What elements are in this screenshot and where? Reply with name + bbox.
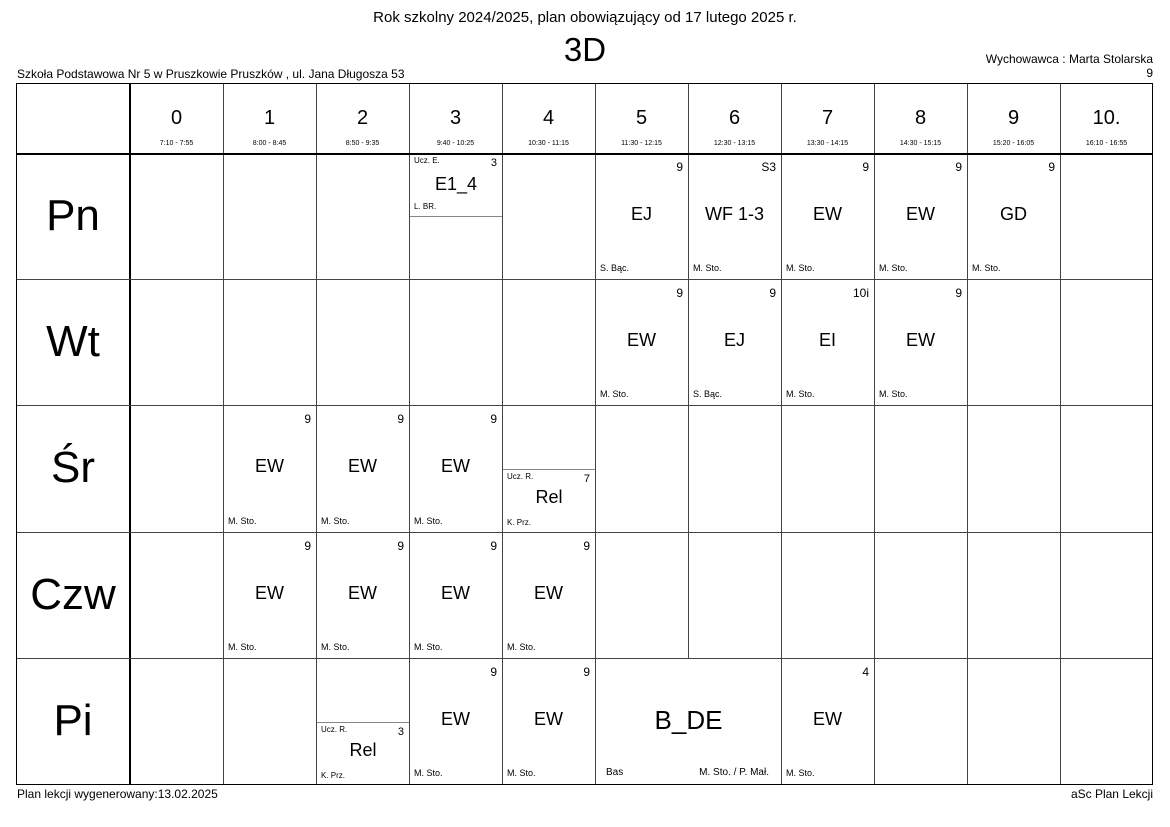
subject: EJ [630,204,652,224]
timetable-grid [16,83,1153,785]
lesson-mon-p7 [781,154,874,279]
room-number: 9 [676,160,683,174]
period-1: 1 [263,107,276,129]
lesson-mon-p6 [688,154,781,279]
period-3: 3 [449,107,462,129]
period-10: 10. [1092,107,1121,129]
lesson-wed-p3 [409,406,502,532]
room-number: 9 [955,286,962,300]
teacher: M. Sto. [414,642,443,652]
period-8-time: 14:30 - 15:15 [899,140,942,147]
lesson-wed-p4 [503,469,595,532]
teacher: K. Prz. [507,518,532,527]
room-number: 9 [304,412,311,426]
subject: EW [906,330,935,350]
period-2: 2 [356,107,369,129]
room-number: 9 [862,160,869,174]
lesson-mon-p5 [595,154,688,279]
period-4: 4 [542,107,555,129]
period-5: 5 [635,107,648,129]
teacher: M. Sto. [972,263,1001,273]
teacher: M. Sto. [879,389,908,399]
group-label: Ucz. R. [507,472,534,481]
subject: EW [348,456,377,476]
room-number: 4 [862,665,869,679]
subject: EW [906,204,935,224]
group-label: Bas [606,767,624,778]
lesson-fri-p2 [317,722,409,784]
teacher: M. Sto. [507,642,536,652]
lesson-tue-p5 [595,280,688,405]
period-4-time: 10:30 - 11:15 [528,140,569,147]
subject: Rel [349,740,377,760]
lesson-fri-p5-6 [596,659,781,784]
home-room: 9 [1146,66,1153,80]
period-9: 9 [1007,107,1020,129]
day-tuesday: Wt [46,317,100,366]
teacher: M. Sto. [507,768,536,778]
room-number: 3 [490,157,497,169]
subject: EI [818,330,836,350]
lesson-fri-p4 [502,659,595,784]
group-label: Ucz. E. [414,156,440,165]
subject: E1_4 [434,174,478,194]
lesson-mon-p3 [410,154,502,217]
subject: EW [813,709,842,729]
room-number: 9 [304,539,311,553]
subject: EW [627,330,656,350]
subject: EW [255,456,284,476]
room-number: S3 [761,160,776,174]
subject: EW [534,583,563,603]
room-number: 9 [490,665,497,679]
room-number: 9 [397,539,404,553]
subject: EW [348,583,377,603]
subject: EJ [723,330,745,350]
day-monday: Pn [46,191,100,240]
teacher: M. Sto. [786,389,815,399]
subject: EW [813,204,842,224]
group-label: Ucz. R. [321,725,348,734]
teacher: S. Bąc. [600,263,630,273]
room-number: 9 [769,286,776,300]
period-3-time: 9:40 - 10:25 [436,140,475,147]
period-8: 8 [914,107,927,129]
lesson-thu-p1 [223,533,316,658]
generated-date: Plan lekcji wygenerowany:13.02.2025 [17,787,218,801]
lesson-fri-p3 [409,659,502,784]
school-name: Szkoła Podstawowa Nr 5 w Pruszkowie Pruszków , ul. Jana Długosza 53 [17,67,405,81]
teacher: M. Sto. [414,768,443,778]
period-0-time: 7:10 - 7:55 [159,140,194,147]
lesson-mon-p8 [874,154,967,279]
subject: EW [441,456,470,476]
subject: EW [441,583,470,603]
lesson-tue-p7 [781,280,874,405]
lesson-tue-p6 [688,280,781,405]
room-number: 9 [583,539,590,553]
teacher: M. Sto. [414,516,443,526]
room-number: 7 [583,473,590,485]
period-0: 0 [170,107,183,129]
class-title: 3D [563,31,607,68]
period-2-time: 8:50 - 9:35 [345,140,380,147]
subject: B_DE [654,705,723,735]
teacher: M. Sto. [228,516,257,526]
teacher: M. Sto. / P. Mał. [699,767,769,778]
room-number: 9 [676,286,683,300]
lesson-fri-p7 [781,659,874,784]
room-number: 9 [583,665,590,679]
teacher: S. Bąc. [693,389,723,399]
period-10-time: 16:10 - 16:55 [1085,140,1128,147]
day-thursday: Czw [30,570,116,619]
day-friday: Pi [53,696,93,745]
room-number: 3 [397,726,404,738]
period-1-time: 8:00 - 8:45 [252,140,287,147]
subject: EW [534,709,563,729]
period-6-time: 12:30 - 13:15 [713,140,756,147]
lesson-thu-p4 [502,533,595,658]
teacher: M. Sto. [693,263,722,273]
teacher: M. Sto. [321,642,350,652]
teacher: M. Sto. [786,768,815,778]
period-7: 7 [821,107,834,129]
room-number: 10i [852,286,869,300]
lesson-tue-p8 [874,280,967,405]
room-number: 9 [490,412,497,426]
subject: EW [255,583,284,603]
subject: GD [1000,204,1027,224]
lesson-wed-p1 [223,406,316,532]
day-wednesday: Śr [51,443,95,492]
subject: Rel [535,487,563,507]
lesson-mon-p9 [967,154,1060,279]
room-number: 9 [1048,160,1055,174]
subject: EW [441,709,470,729]
room-number: 9 [397,412,404,426]
teacher: M. Sto. [321,516,350,526]
form-teacher: Wychowawca : Marta Stolarska [985,52,1153,66]
teacher: K. Prz. [321,771,346,780]
lesson-thu-p2 [316,533,409,658]
lesson-thu-p3 [409,533,502,658]
teacher: M. Sto. [600,389,629,399]
room-number: 9 [490,539,497,553]
lesson-wed-p2 [316,406,409,532]
teacher: L. BR. [414,202,437,211]
period-6: 6 [728,107,741,129]
teacher: M. Sto. [879,263,908,273]
teacher: M. Sto. [228,642,257,652]
period-7-time: 13:30 - 14:15 [806,140,849,147]
subject: WF 1-3 [704,204,764,224]
period-9-time: 15:20 - 16:05 [992,140,1035,147]
period-5-time: 11:30 - 12:15 [621,140,662,147]
teacher: M. Sto. [786,263,815,273]
room-number: 9 [955,160,962,174]
software-name: aSc Plan Lekcji [1070,787,1153,801]
school-year-line: Rok szkolny 2024/2025, plan obowiązujący od 17 lutego 2025 r. [373,9,797,26]
